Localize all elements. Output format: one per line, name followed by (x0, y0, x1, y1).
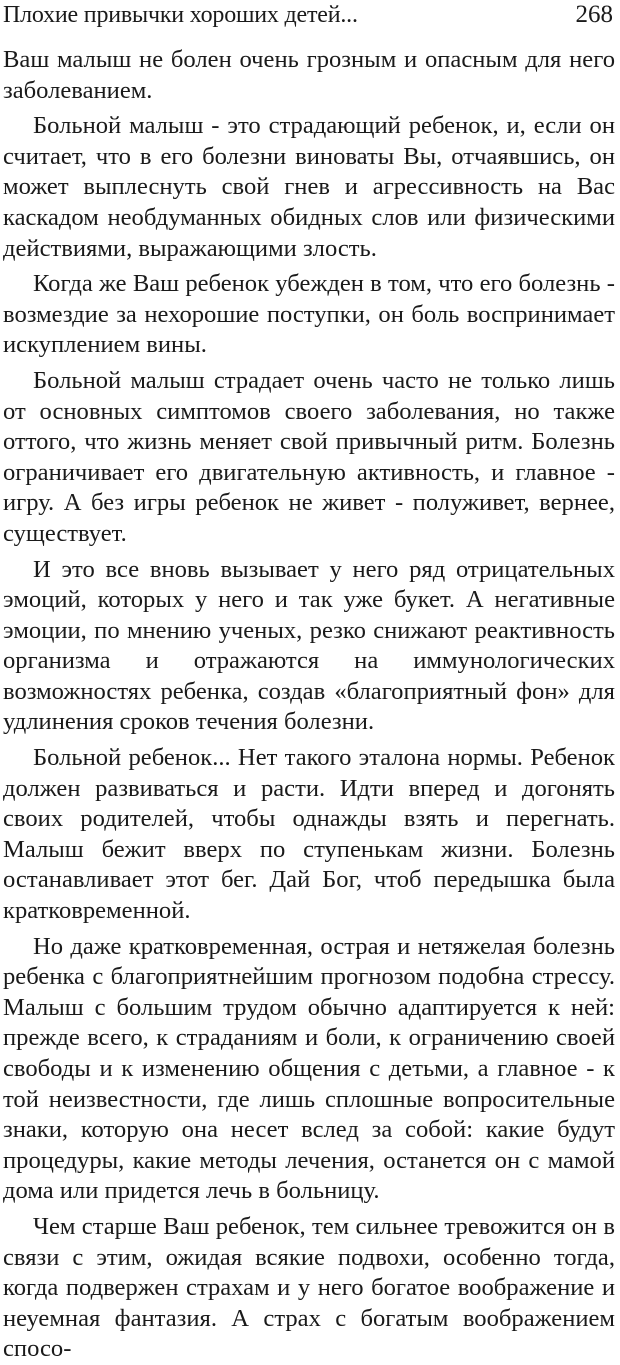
paragraph: Но даже кратковременная, острая и нетяжелая болезнь ребенка с благоприятнейшим прогнозом подобна стрессу. Малыш с большим трудом обычно адаптируется к ней: прежде всего, к страданиям и боли, к ограничению своей свободы и к изменению общения с детьми, а главное - к той неизвестности, где лишь сплошные вопросительные знаки, которую она несет вслед за собой: какие будут процедуры, какие методы лечения, останется он с мамой дома или придется лечь в больницу. (3, 932, 615, 1205)
paragraph: Чем старше Ваш ребенок, тем сильнее тревожится он в связи с этим, ожидая всякие подвохи, особенно тогда, когда подвержен страхам и у него богатое воображение и неуемная фантазия. А страх с богатым воображением спосо- (3, 1212, 615, 1363)
paragraph: Больной ребенок... Нет такого эталона нормы. Ребенок должен развиваться и расти. Идти вперед и догонять своих родителей, чтобы однажды взять и перегнать. Малыш бежит вверх по ступенькам жизни. Болезнь останавливает этот бег. Дай Бог, чтоб передышка была кратковременной. (3, 744, 615, 925)
paragraph: И это все вновь вызывает у него ряд отрицательных эмоций, которых у него и так уже букет. А негативные эмоции, по мнению ученых, резко снижают реактивность организма и отражаются на иммунологических возможностях ребенка, создав «благоприятный фон» для удлинения сроков течения болезни. (3, 555, 615, 736)
page-number: 268 (575, 1, 613, 28)
paragraph: Больной малыш страдает очень часто не только лишь от основных симптомов своего заболевания, но также оттого, что жизнь меняет свой привычный ритм. Болезнь ограничивает его двигательную активность, и главное - игру. А без игры ребенок не живет - полуживет, вернее, существует. (3, 366, 615, 547)
paragraph: Больной малыш - это страдающий ребенок, и, если он считает, что в его болезни виноваты Вы, отчаявшись, он может выплеснуть свой гнев и агрессивность на Вас каскадом необдуманных обидных слов или физическими действиями, выражающими злость. (3, 112, 615, 262)
paragraph: Когда же Ваш ребенок убежден в том, что его болезнь - возмездие за нехорошие поступки, он боль воспринимает искуплением вины. (3, 270, 615, 359)
running-title: Плохие привычки хороших детей... (3, 2, 358, 28)
body-text (3, 45, 615, 1365)
paragraph: Ваш малыш не болен очень грозным и опасным для него заболеванием. (3, 46, 615, 104)
book-page (3, 0, 615, 1363)
running-head (3, 0, 615, 34)
